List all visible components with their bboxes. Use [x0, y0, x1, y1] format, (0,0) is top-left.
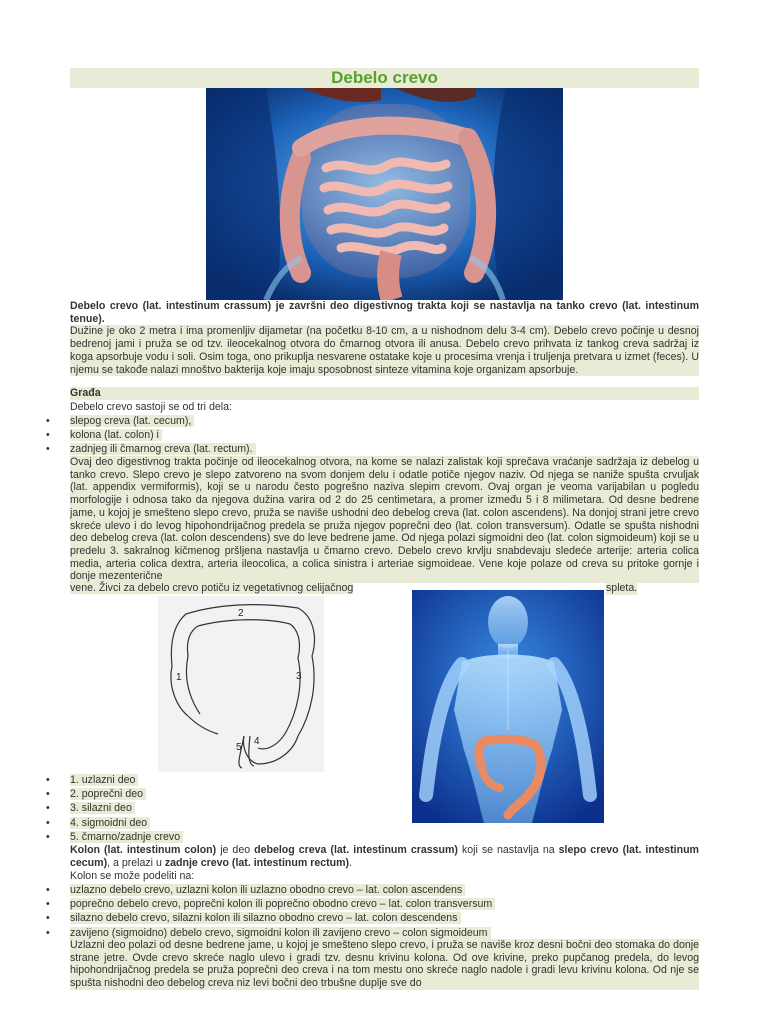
intro-section: [70, 300, 699, 376]
bullet-icon: •: [46, 884, 50, 896]
bullet-icon: •: [46, 802, 50, 815]
grada-list: [0, 414, 768, 457]
list-item: • zavijeno (sigmoidno) debelo crevo, sigmoidni kolon ili zavijeno crevo – colon sigmoideum: [0, 926, 768, 940]
section-heading-grada: Građa: [70, 387, 699, 400]
kolon-definition: Kolon (lat. intestinum colon) je deo debelog creva (lat. intestinum crassum) koji se nastavlja na slepo crevo (lat. intestinum cecum), a prelazi u zadnje crevo (lat. intestinum rectum).: [70, 844, 699, 869]
bullet-icon: •: [46, 912, 50, 925]
colon-parts-list: [0, 773, 400, 844]
diagram-label: 4: [254, 736, 260, 747]
intro-paragraph: Dužine je oko 2 metra i ima promenljiv dijametar (na početku 8-10 cm, a u nishodnom delu 3-4 cm). Debelo crevo počinje u desnoj bedrenoj jami i pruža se od tzv. ileocekalnog otvora do čmarnog otvora ili anusa. Debelo crevo prihvata iz tankog creva sadržaj iz koga apsorbuje vodu i soli. Osim toga, ono prikuplja nesvarene ostatake koje u procesima vrenja i truljenja pretvara u izmet (feces). U njemu se takođe nalazi mnoštvo bakterija koje imaju sposobnost sinteze vitamina koje organizam apsorbuje.: [70, 325, 699, 376]
bullet-icon: •: [46, 898, 50, 911]
bullet-icon: •: [46, 830, 50, 843]
list-item: • 3. silazni deo: [0, 801, 400, 815]
list-item: • 4. sigmoidni deo: [0, 816, 400, 830]
grada-last-line: vene. Živci za debelo crevo potiču iz vegetativnog celijačnog spleta.: [70, 582, 638, 594]
list-item: • kolona (lat. colon) i: [0, 428, 768, 442]
intestines-illustration: [206, 88, 563, 300]
bullet-icon: •: [46, 788, 50, 801]
colon-diagram: [158, 596, 324, 772]
bullet-icon: •: [46, 429, 50, 442]
list-item: • uzlazno debelo crevo, uzlazni kolon ili uzlazno obodno crevo – lat. colon ascendens: [0, 883, 768, 897]
kolon-paragraph: Uzlazni deo polazi od desne bedrene jame, u kojoj je smešteno slepo crevo, i pruža se naviše kroz desni bočni deo stomaka do donje strane jetre. Ovde crevo skreće naglo ulevo i gradi tzv. desnu krivinu kolona. Od ove krivine, preko pupčanog predela, do levog hipohondrijačnog predela se pruža poprečni deo creva i na tom mestu ono skreće naglo nadole i gradi levu krivinu kolona. Od nje se spušta nishodni deo debelog creva niz levi bočni deo trbušne duplje sve do: [70, 939, 699, 990]
list-item: • silazno debelo crevo, silazni kolon ili silazno obodno crevo – lat. colon descendens: [0, 911, 768, 925]
human-body-colon-illustration: [412, 590, 604, 823]
list-item: • 1. uzlazni deo: [0, 773, 400, 787]
diagram-label: 3: [296, 671, 302, 682]
list-item: • poprečno debelo crevo, poprečni kolon ili poprečno obodno crevo – lat. colon transversum: [0, 897, 768, 911]
bullet-icon: •: [46, 926, 50, 939]
intro-definition: Debelo crevo (lat. intestinum crassum) je završni deo digestivnog trakta koji se nastavlja na tanko crevo (lat. intestinum tenue).: [70, 300, 699, 325]
bullet-icon: •: [46, 774, 50, 786]
list-item: • 5. čmarno/zadnje crevo: [0, 830, 400, 844]
bullet-icon: •: [46, 443, 50, 456]
diagram-label: 5: [236, 742, 242, 753]
list-item: • zadnjeg ili čmarnog creva (lat. rectum).: [0, 442, 768, 456]
diagram-label: 1: [176, 672, 182, 683]
list-item: • slepog creva (lat. cecum),: [0, 414, 768, 428]
list-item: • 2. poprečni deo: [0, 787, 400, 801]
grada-lead: Debelo crevo sastoji se od tri dela:: [70, 401, 232, 413]
kolon-lead: Kolon se može podeliti na:: [70, 870, 195, 882]
page-title: Debelo crevo: [70, 68, 699, 88]
kolon-list: [0, 883, 768, 940]
grada-paragraph: Ovaj deo digestivnog trakta počinje od ileocekalnog otvora, na kome se nalazi zalistak koji sprečava vraćanje sadržaja iz debelog u tanko crevo. Slepo crevo je slepo zatvoreno na svom donjem delu i odatle potiče njegov naziv. Od njega se naniže spušta crvuljak (lat. appendix vermiformis), koji se u narodu često pogrešno naziva slepim crevom. Ovaj organ je veoma varijabilan u pogledu morfologije i odnosa tako da njegova dužina varira od 2 do 25 centimetara, a promer između 5 i 8 milimetara. Od desne bedrene jame, u kojoj je smešteno slepo crevo, pruža se naviše ushodni deo debelog creva (lat. colon ascendens). Na donjoj strani jetre crevo skreće ulevo i do levog hipohondrijačnog predela se pruža njegov poprečni deo (lat. colon transversum). Odatle se spušta nishodni deo debelog creva (lat. colon descendens) sve do leve bedrene jame. Od njega polazi sigmoidni deo (lat. colon sigmoideum) koji se u predelu 3. sakralnog kičmenog pršljena nastavlja u čmarno crevo. Debelo crevo krvlju snabdevaju sledeće arterije: arteria colica media, arteria colica dextra, arteria ileocolica, a colica sinistra i arteriae sigmoideae. Vene koje polaze od creva su pritoke gornje i donje mezenterične: [70, 456, 699, 583]
bullet-icon: •: [46, 415, 50, 427]
diagram-label: 2: [238, 608, 244, 619]
bullet-icon: •: [46, 816, 50, 829]
